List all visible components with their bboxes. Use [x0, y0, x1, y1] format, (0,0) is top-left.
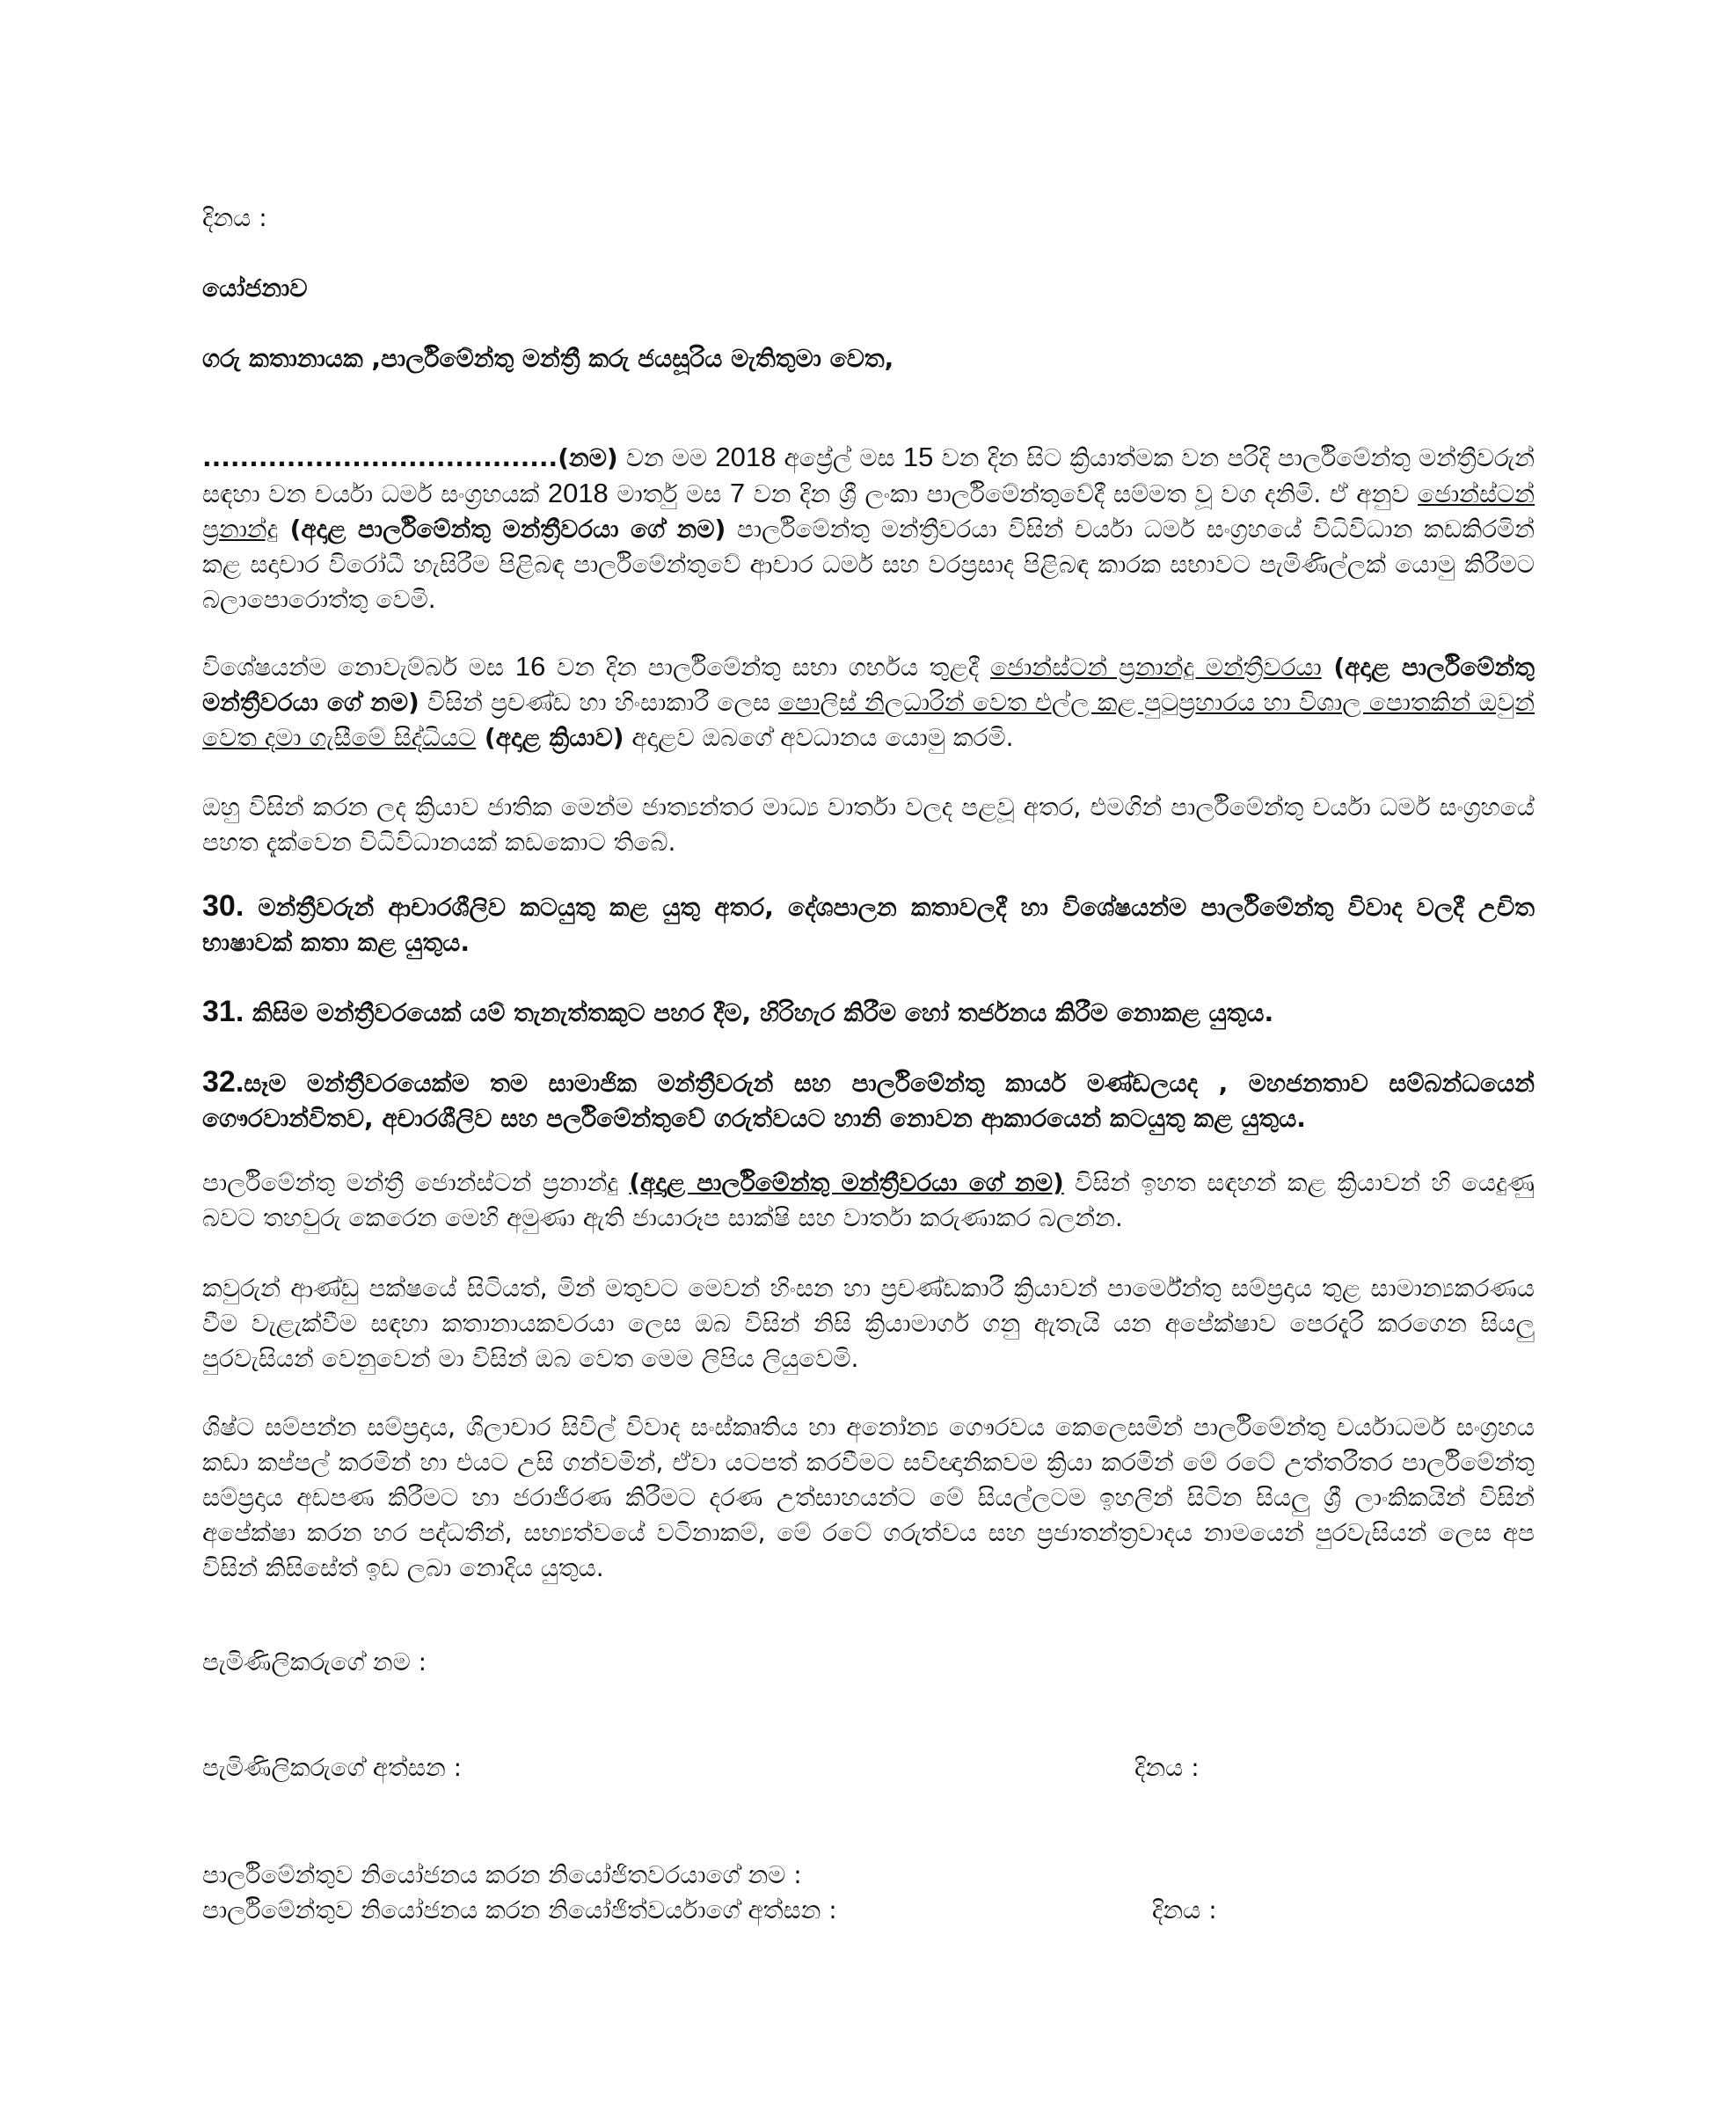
complainant-date-label: දිනය : — [1134, 1753, 1200, 1782]
paragraph-media: ඔහු විසින් කරන ලද ක්‍රියාව ජාතික මෙන්ම ජාත්‍යන්තර මාධ්‍ය වාර්තා වලද පළවූ අතර, එමගින් පාර්ලිමේන්තු චර්යා ධර්ම සංග්‍රහයේ පහත දැක්වෙන විධිවිධානයක් කඩකොට තිබේ. — [202, 792, 1535, 857]
complainant-name-label: පැමිණිලිකරුගේ නම : — [202, 1647, 427, 1676]
addressee-line: ගරු කතානායක ,පාර්ලිමේන්තු මන්ත්‍රී කරු ජයසූරිය මැතිතුමා වෙත, — [202, 344, 894, 373]
representative-name-label: පාර්ලිමේන්තුව නියෝජනය කරන නියෝජිතවරයාගේ නම : — [202, 1860, 802, 1889]
date-label: දිනය : — [202, 203, 267, 232]
mp-name: ජොන්ස්ටන් ප්‍රනාන්දු — [202, 479, 1535, 544]
paragraph-incident: විශේෂයන්ම නොවැම්බර් මස 16 වන දින පාර්ලිමේන්තු සභා ගර්භය තුළදී ජොන්ස්ටන් ප්‍රනාන්දු මන්ත්‍රීවරයා (අදාළ පාර්ලිමේන්තු මන්ත්‍රීවරයා ගේ නම) විසින් ප්‍රචණ්ඩ හා හිංසාකාරී ලෙස පොලිස් නිලධාරින් වෙත එල්ල කළ පුටුප්‍රහාරය හා විශාල පොතකින් ඔවුන් වෙත දමා ගැසීමේ සිද්ධියට (අදාළ ක්‍රියාව) අදාළව ඔබගේ අවධානය යොමු කරමි. — [202, 651, 1535, 752]
incident-description: පොලිස් නිලධාරින් වෙත එල්ල කළ පුටුප්‍රහාරය හා විශාල පොතකින් ඔවුන් වෙත දමා ගැසීමේ සිද්ධියට — [202, 688, 1535, 752]
subject-heading: යෝජනාව — [202, 274, 308, 303]
paragraph-request: කවුරුන් ආණ්ඩු පක්ෂයේ සිටියත්, මින් මතුවට මෙවන් හිංසන හා ප්‍රචණ්ඩකාරී ක්‍රියාවන් පාර්මේන්තු සම්ප්‍රදාය තුළ සාමාන්‍යකරණය වීම වැළැක්වීම සඳහා කතානායකවරයා ලෙස ඔබ විසින් නිසි ක්‍රියාමාර්ග ගනු ඇතැයි යන අපේක්ෂාව පෙරදැරි කරගෙන සියලු පුරවැසියන් වෙනුවෙන් මා විසින් ඔබ වෙත මෙම ලිපිය ලියුවෙමි. — [202, 1274, 1535, 1373]
complainant-signature-label: පැමිණිලිකරුගේ අත්සන : — [202, 1753, 463, 1782]
representative-signature-label: පාර්ලිමේන්තුව නියෝජනය කරන නියෝජිත්වර්යාගේ අත්සන : — [202, 1895, 837, 1924]
paragraph-intro: ......................................(නම) වන මම 2018 අප්‍රේල් මස 15 වන දින සිට ක්‍රියාත්මක වන පරිදි පාර්ලිමේන්තු මන්ත්‍රීවරුන් සඳහා වන චර්යා ධර්ම සංග්‍රහයක් 2018 මාර්තු මස 7 වන දින ශ්‍රී ලංකා පාර්ලිමේන්තුවේදී සම්මත වූ වග දනිමි. ඒ අනුව ජොන්ස්ටන් ප්‍රනාන්දු (අදාළ පාර්ලිමේන්තු මන්ත්‍රීවරයා ගේ නම) පාර්ලිමේන්තු මන්ත්‍රීවරයා විසින් චර්යා ධර්ම සංග්‍රහයේ විධිවිධාන කඩකිරමින් කළ සදාචාර විරෝධී හැසිරීම පිළිබඳ පාර්ලිමේන්තුවේ ආචාර ධර්ම සහ වරප්‍රසාද පිළිබඳ කාරක සභාවට පැමිණිල්ලක් යොමු කිරීමට බලාපොරොත්තු වෙමි. — [202, 442, 1535, 614]
name-dots: ...................................... — [202, 443, 558, 472]
clause-31: 31. කිසිම මන්ත්‍රීවරයෙක් යම් තැනැත්තකුට පහර දීම, හිරිහැර කිරීම හෝ තර්ජනය කිරීම නොකළ යුතුය. — [202, 995, 1274, 1028]
name-placeholder: (නම) — [558, 443, 618, 472]
representative-date-label: දිනය : — [1152, 1895, 1217, 1924]
paragraph-closing: ශිෂ්ට සම්පන්න සම්ප්‍රදාය, ශිලාචාර සිවිල් විවාද සංස්කෘතිය හා අනෝන්‍ය ගෞරවය කෙලෙසමින් පාර්ලිමේන්තු චර්යාධර්ම සංග්‍රහය කඩා කප්පල් කරමින් හා එයට උසි ගන්වමින්, ඒවා යටපත් කරවීමට සවිඥානිකවම ක්‍රියා කරමින් මේ රටේ උත්තරීතර පාර්ලිමේන්තු සම්ප්‍රදාය අඩපණ කිරීමට හා ජරාජීරණ කිරීමට දරණ උත්සාහයන්ට මේ සියල්ලටම ඉහලින් සිටින සියලු ශ්‍රී ලාංකිකයින් විසින් අපේක්ෂා කරන හර පද්ධතීන්, සභ්‍යත්වයේ වටිනාකම්, මේ රටේ ගරුත්වය සහ ප්‍රජාතන්ත්‍රවාදය නාමයෙන් පුරවැසියන් ලෙස අප විසින් කිසිසේත් ඉඩ ලබා නොදිය යුතුය. — [202, 1413, 1535, 1582]
clause-32: 32.සෑම මන්ත්‍රීවරයෙක්ම තම සාමාජික මන්ත්‍රීවරුන් සහ පාර්ලිමේන්තු කාර්ය මණ්ඩලයද , මහජනතාව සම්බන්ධයෙන් ගෞරවාන්විතව, අචාරශීලිව සහ පර්ලිමේන්තුවේ ගරුත්වයට හානි නොවන ආකාරයෙන් කටයුතු කළ යුතුය. — [202, 1065, 1535, 1133]
clause-30: 30. මන්ත්‍රීවරුන් ආචාරශීලිව කටයුතු කළ යුතු අතර, දේශපාලන කතාවලදී හා විශේෂයන්ම පාර්ලිමේන්තු විවාද වලදී උචිත භාෂාවක් කතා කළ යුතුය. — [202, 889, 1535, 957]
mp-name-2: ජොන්ස්ටන් ප්‍රනාන්දු මන්ත්‍රීවරයා — [990, 653, 1322, 682]
paragraph-evidence: පාර්ලිමේන්තු මන්ත්‍රී ජොන්ස්ටන් ප්‍රනාන්දු (අදාළ පාර්ලිමේන්තු මන්ත්‍රීවරයා ගේ නම) විසින් ඉහත සඳහන් කළ ක්‍රියාවන් හි යෙදුණු බවට තහවුරු කෙරෙන මෙහි අමුණා ඇති ජායාරූප සාක්ෂි සහ වාර්තා කරුණාකර බලන්න. — [202, 1168, 1535, 1232]
